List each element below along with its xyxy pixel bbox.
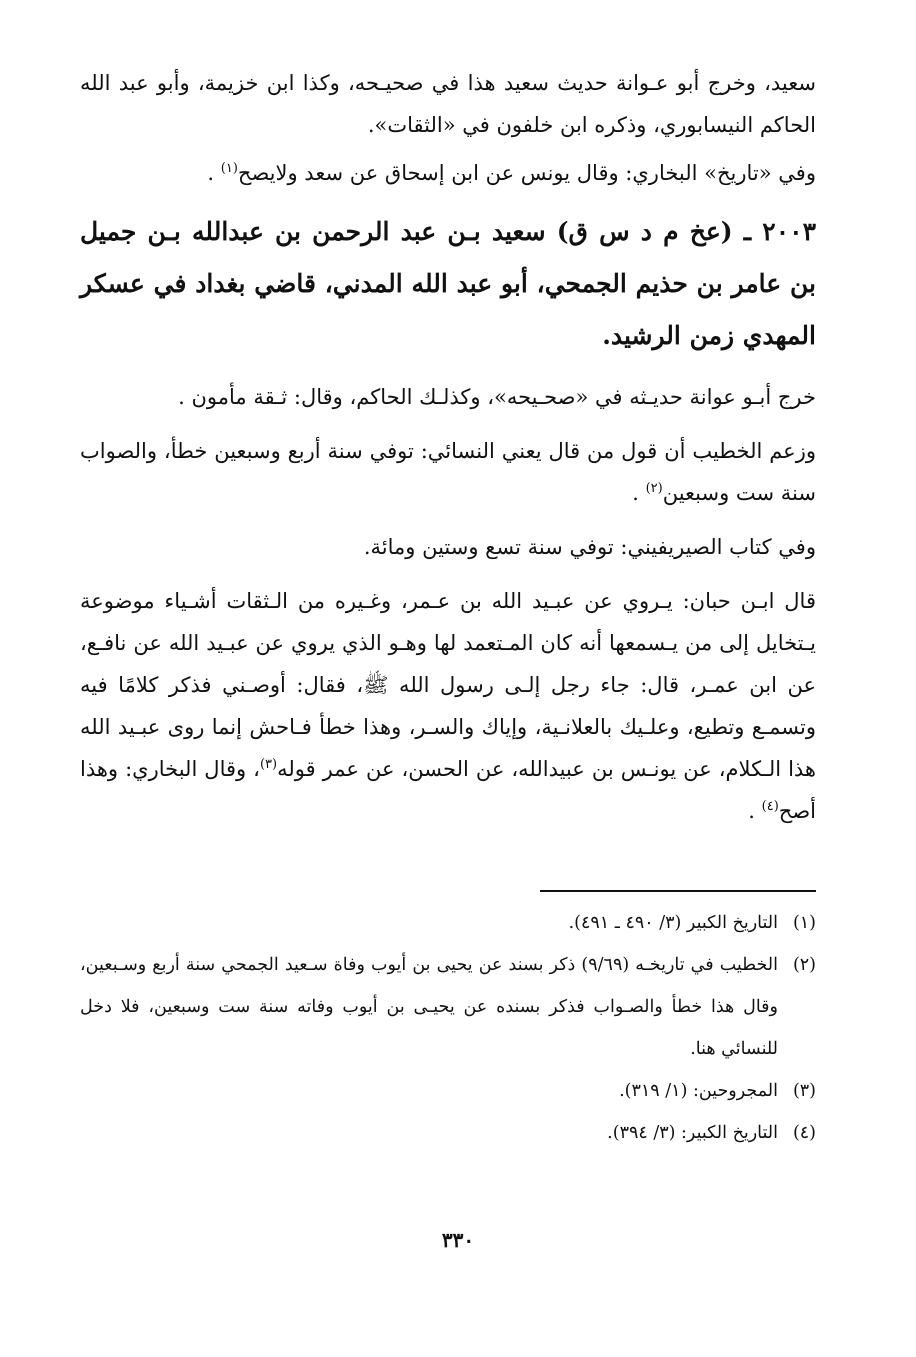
paragraph-bukhari-note: وفي «تاريخ» البخاري: وقال يونس عن ابن إسحاق عن سعد ولايصح$^{(١)}$ . (207, 161, 816, 185)
footnote-ref-3: (٣) (259, 757, 278, 772)
paragraph-khatib: وزعم الخطيب أن قول من قال يعني النسائي: توفي سنة أربع وسبعين خطأ، والصواب سنة ست وسبعين$^{(٢)}$ . (80, 439, 816, 505)
footnotes-section (80, 902, 816, 1154)
paragraph-sayrafini: وفي كتاب الصيريفيني: توفي سنة تسع وستين ومائة. (363, 535, 816, 559)
footnote-text: المجروحين: (١/ ٣١٩). (619, 1081, 778, 1101)
biography-entry-heading: ٢٠٠٣ ـ (عخ م د س ق) سعيد بـن عبد الرحمن بن عبدالله بـن جميل بن عامر بن حذيم الجمحي، أبو عبد الله المدني، قاضي بغداد في عسكر المهدي زمن الرشيد. (80, 217, 816, 350)
footnote-divider (540, 890, 816, 892)
footnote-item (80, 1070, 816, 1112)
paragraph-continuation: سعيد، وخرج أبو عـوانة حديث سعيد هذا في صحيـحه، وكذا ابن خزيمة، وأبو عبد الله الحاكم النيسابوري، وذكره ابن خلفون في «الثقات». (80, 71, 816, 137)
footnote-number: (٣) (792, 1081, 816, 1101)
page-number: ٣٣٠ (441, 1228, 475, 1252)
footnote-item (80, 944, 816, 1070)
footnote-number: (٤) (792, 1123, 816, 1143)
footnote-text: التاريخ الكبير: (٣/ ٣٩٤). (607, 1123, 778, 1143)
footnote-text: الخطيب في تاريخـه (٩/٦٩) ذكر بسند عن يحيى بن أيوب وفاة سـعيد الجمحي سنة أربع وسـبعين، وقال هذا خطأ والصـواب فذكر بسنده عن يحيـى بن أيوب وفاته سنة ست وسبعين، فلا دخل للنسائي هنا. (80, 955, 779, 1059)
footnote-number: (١) (792, 913, 816, 933)
paragraph-ibn-hibban: قال ابـن حبان: يـروي عن عبـيد الله بن عـمر، وغـيره من الـثقات أشـياء موضوعة يـتخايل إلى من يـسمعها أنه كان المـتعمد لها وهـو الذي يروي عن عبـيد الله عن نافـع، عن ابن عمـر، قال: جاء رجل إلـى رسول الله ﷺ، فقال: أوصـني فذكر كلامًا فيه وتسمـع وتطيع، وعلـيك بالعلانـية، وإياك والسـر، وهذا خطأ فـاحش إنما روى عبـيد الله هذا الـكلام، عن يونـس بن عبيدالله، عن الحسن، عن عمر قوله$^{(٣)}$، وقال البخاري: وهذا أصح$^{(٤)}$ . (80, 589, 817, 823)
page-body (80, 62, 816, 844)
footnote-ref-1: (١) (220, 161, 238, 176)
paragraph-abu-awana: خرج أبـو عوانة حديـثه في «صحـيحه»، وكذلـك الحاكم، وقال: ثـقة مأمون . (178, 385, 816, 409)
footnote-ref-4: (٤) (761, 799, 779, 814)
footnote-item (80, 902, 816, 944)
footnote-number: (٢) (792, 955, 816, 975)
footnote-text: التاريخ الكبير (٣/ ٤٩٠ ـ ٤٩١). (568, 913, 778, 933)
footnote-item (80, 1112, 816, 1154)
footnote-ref-2: (٢) (645, 481, 663, 496)
